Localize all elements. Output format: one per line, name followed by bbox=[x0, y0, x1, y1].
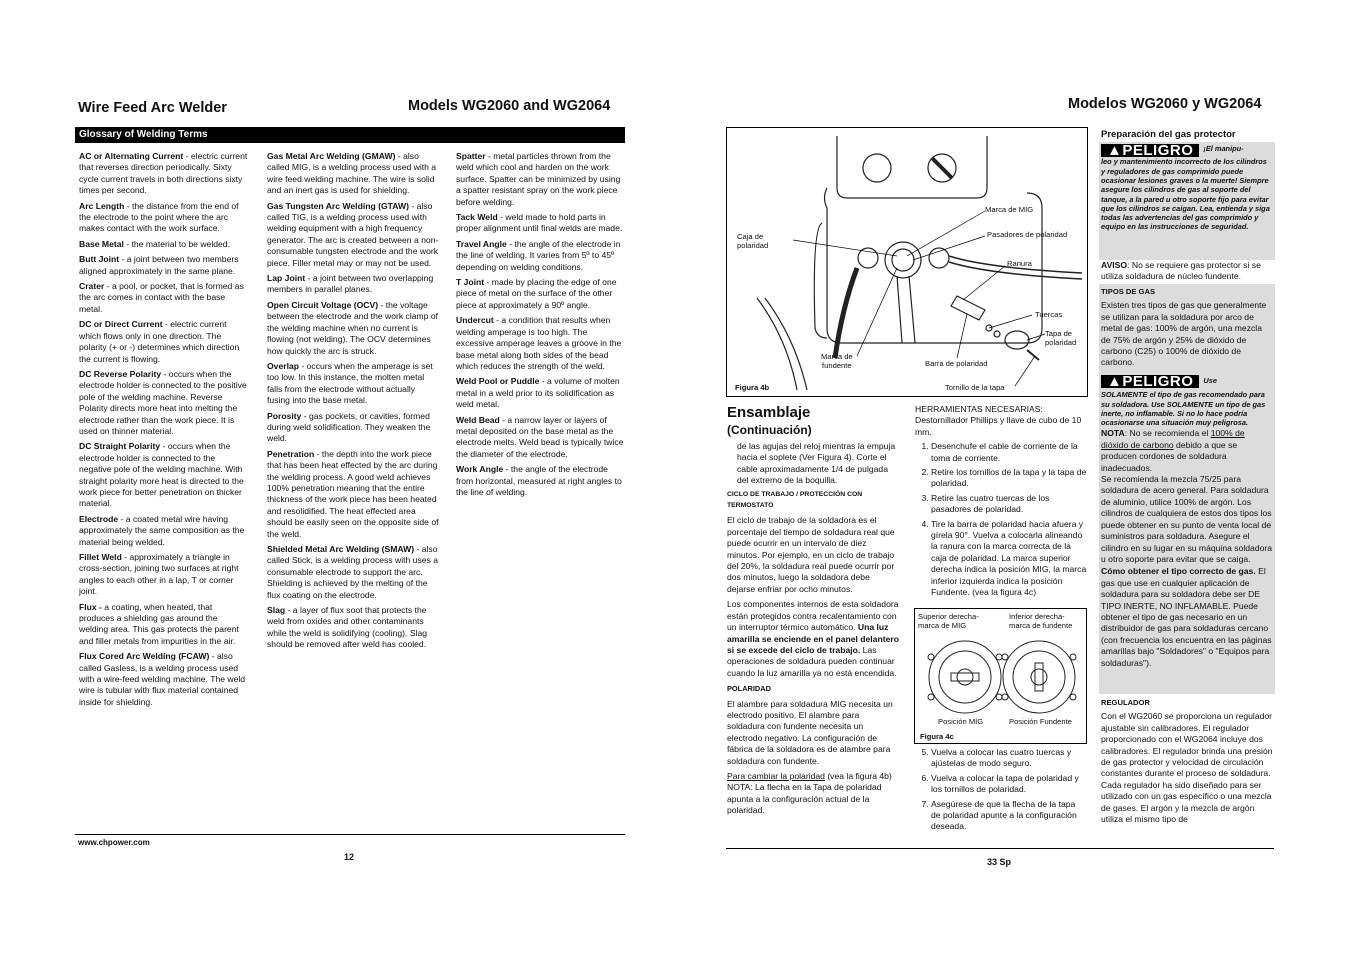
glossary-entry bbox=[456, 277, 626, 311]
peligro-2-text: SOLAMENTE el tipo de gas recomendado para su soldadora. Use SOLAMENTE un tipo de gas inerte, no inflamable. Si no lo hace podría ocasionarse una situación muy peligrosa. bbox=[1101, 390, 1266, 428]
assembly-step: 6. Vuelva a colocar la tapa de polaridad y los tornillos de polaridad. bbox=[931, 773, 1087, 796]
glossary-entry bbox=[79, 239, 249, 250]
como-paragraph bbox=[1101, 566, 1273, 669]
glossary-definition: - the angle of the electrode from horizontal, measured at right angles to the line of welding. bbox=[456, 464, 622, 497]
glossary-term: Overlap bbox=[267, 360, 300, 371]
glossary-term: Spatter bbox=[456, 151, 486, 161]
glossary-entry bbox=[79, 441, 249, 509]
glossary-term: Electrode bbox=[79, 513, 119, 524]
peligro-1-text: leo y mantenimiento incorrecto de los cilindros y reguladores de gas comprimido puede ocasionar lesiones graves o la muerte! Siempre asegure los cilindros de gas al soporte del tanque, a la pared u otro soporte fijo para evitar que los cilindros se caigan. Lea, entienda y siga todas las advertencias del gas comprimido y equipo en las instrucciones de seguridad. bbox=[1101, 157, 1270, 232]
glossary-definition: - a layer of flux soot that protects the weld from oxides and other contaminants while the weld is solidifying (cooling). Slag should be removed after weld has cooled. bbox=[267, 605, 428, 650]
glossary-entry bbox=[267, 449, 439, 540]
glossary-term: Fillet Weld bbox=[79, 552, 122, 562]
right-footer-rule bbox=[726, 848, 1274, 849]
label-caja-polaridad: Caja de polaridad bbox=[737, 232, 769, 250]
peligro-badge-2: ▲PELIGRO bbox=[1101, 375, 1199, 388]
steps-list-a bbox=[915, 441, 1087, 598]
ensamblaje-subtitle: (Continuación) bbox=[727, 423, 812, 437]
glossary-entry bbox=[79, 281, 249, 315]
glossary-entry bbox=[79, 552, 249, 598]
ciclo-p2-c: Las operaciones de soldadura pueden continuar cuando la luz amarilla ya no está encendida. bbox=[727, 644, 897, 678]
herramientas-column bbox=[915, 404, 1087, 602]
label-barra-polaridad: Barra de polaridad bbox=[925, 359, 988, 368]
glossary-term: Tack Weld bbox=[456, 212, 498, 223]
aviso-paragraph bbox=[1101, 260, 1277, 283]
glossary-entry bbox=[456, 376, 626, 410]
peligro-2-short: Use bbox=[1203, 375, 1217, 385]
glossary-section-title: Glossary of Welding Terms bbox=[75, 127, 625, 143]
ciclo-p2-a: Los componentes internos de esta soldadora están protegidos contra recalentamiento con un interruptor térmico automático. bbox=[727, 599, 899, 633]
figure-4b bbox=[726, 127, 1088, 397]
tipos-title: TIPOS DE GAS bbox=[1101, 287, 1156, 296]
polaridad-link-line bbox=[727, 771, 899, 782]
glossary-term: Slag bbox=[267, 605, 286, 616]
assembly-step: 3. Retire las cuatro tuercas de los pasadores de polaridad. bbox=[931, 493, 1087, 516]
glossary-definition: - a joint between two members aligned approximately in the same plane. bbox=[79, 254, 239, 276]
nota-a: : No se recomienda el bbox=[1124, 428, 1211, 439]
fig4c-bottom-right-label: Posición Fundente bbox=[1009, 717, 1072, 726]
glossary-definition: - occurs when the electrode holder is connected to the positive pole of the welding machine. Reverse Polarity directs more heat into melting the electrode rather than the work piece. It is used on thinner material. bbox=[79, 368, 247, 436]
label-pasadores: Pasadores de polaridad bbox=[987, 230, 1068, 239]
steps-list-b bbox=[915, 747, 1087, 833]
left-page-number: 12 bbox=[344, 852, 355, 862]
glossary-term: Butt Joint bbox=[79, 254, 120, 265]
glossary-column-3 bbox=[456, 151, 626, 502]
glossary-definition: - a condition that results when welding amperage is too high. The excessive amperage leaves a groove in the base metal along both sides of the bead which reduces the strength of the weld. bbox=[456, 315, 622, 371]
glossary-term: AC or Alternating Current bbox=[79, 151, 184, 161]
glossary-term: DC Straight Polarity bbox=[79, 441, 161, 452]
glossary-term: DC or Direct Current bbox=[79, 319, 163, 330]
glossary-entry bbox=[267, 273, 439, 296]
ensamblaje-column bbox=[727, 441, 899, 821]
glossary-definition: - electric current that reverses direction periodically. Sixty cycle current travels in both directions sixty times per second. bbox=[79, 151, 248, 196]
como-title: Cómo obtener el tipo correcto de gas. bbox=[1101, 566, 1256, 577]
glossary-term: Gas Tungsten Arc Welding (GTAW) bbox=[267, 200, 409, 211]
assembly-step: 2. Retire los tornillos de la tapa y la tapa de polaridad. bbox=[931, 467, 1087, 490]
glossary-term: Undercut bbox=[456, 315, 494, 326]
glossary-entry bbox=[79, 369, 249, 437]
fig4c-top-left-label: Superior derecha- marca de MIG bbox=[918, 612, 979, 630]
glossary-definition: - electric current which flows only in one direction. The polarity (+ or -) determines which direction the current is flowing. bbox=[79, 319, 240, 364]
assembly-step: 1. Desenchufe el cable de corriente de la toma de corriente. bbox=[931, 441, 1087, 464]
peligro-word-2: PELIGRO bbox=[1122, 372, 1194, 390]
aviso-label: AVISO bbox=[1101, 260, 1128, 270]
steps-b-column bbox=[915, 747, 1087, 836]
glossary-definition: - occurs when the amperage is set too low. In this instance, the molten metal falls from the electrode without actually fusing into the base metal. bbox=[267, 360, 433, 406]
fig4c-top-right-label: Inferior derecha- marca de fundente bbox=[1009, 612, 1073, 630]
glossary-entry bbox=[79, 151, 249, 197]
glossary-definition: - occurs when the electrode holder is connected to the negative pole of the welding machine. With straight polarity more heat is directed to the work piece for better penetration on thicker material. bbox=[79, 441, 244, 509]
polarity-positions-illustration bbox=[915, 637, 1086, 717]
herramientas-text: Destornillador Phillips y llave de cubo de 10 mm. bbox=[915, 415, 1082, 437]
ciclo-title: CICLO DE TRABAJO / PROTECCIÓN CON TERMOSTATO bbox=[727, 490, 863, 510]
label-ranura: Ranura bbox=[1007, 259, 1032, 268]
glossary-entry bbox=[267, 300, 439, 357]
figure-4b-caption: Figura 4b bbox=[735, 383, 770, 392]
mezcla-text: Se recomienda la mezcla 75/25 para soldadura de acero general. Para soldadura de aluminio, utilice 100% de argón. Los cilindros de cualquiera de estos dos tipos los puede obtener en su punto de venta local de suministros para soldadura. Asegure el cilindro en su lugar en su máquina soldadora u otro soporte para evitar que se caiga. bbox=[1101, 474, 1273, 564]
glossary-definition: - weld made to hold parts in proper alignment until final welds are made. bbox=[456, 212, 623, 234]
glossary-term: Flux - bbox=[79, 601, 102, 612]
polaridad-link-after: (vea la figura 4b) bbox=[824, 770, 892, 781]
glossary-column-2 bbox=[267, 151, 439, 655]
glossary-definition: - a coated metal wire having approximately the same composition as the material being welded. bbox=[79, 513, 245, 547]
tipos-text: Existen tres tipos de gas que generalmente se utilizan para la soldadura por arco de metal de gas: 100% de argón, una mezcla de 75% de argón y 25% de dióxido de carbono (C25) o 100% de dióxido de carbono. bbox=[1101, 300, 1267, 368]
glossary-definition: - a pool, or pocket, that is formed as the arc comes in contact with the base metal. bbox=[79, 281, 244, 314]
polaridad-link: Para cambiar la polaridad bbox=[727, 770, 825, 781]
polaridad-paragraph: El alambre para soldadura MIG necesita un electrodo positivo. El alambre para soldadura con fundente necesita un electrodo negativo. La configuración de fábrica de la soldadora es de alambre para soldadura con fundente. bbox=[727, 698, 893, 766]
glossary-term: Gas Metal Arc Welding (GMAW) bbox=[267, 151, 396, 161]
glossary-entry bbox=[456, 212, 626, 235]
label-marca-mig: Marca de MIG bbox=[985, 205, 1034, 214]
glossary-definition: - made by placing the edge of one piece of metal on the surface of the other piece at approximately a 90º angle. bbox=[456, 277, 617, 310]
glossary-entry bbox=[79, 602, 249, 648]
left-footer-rule bbox=[75, 834, 625, 835]
polaridad-title: POLARIDAD bbox=[727, 684, 771, 694]
glossary-entry bbox=[267, 201, 439, 269]
glossary-entry bbox=[79, 651, 249, 708]
glossary-term: Weld Pool or Puddle bbox=[456, 376, 540, 387]
assembly-step: 4. Tire la barra de polaridad hacia afuera y gírela 90°. Vuelva a colocarla alineando la ranura con la marca correcta de la caja de polaridad. La marca superior derecha indica la posición MIG, la marca inferior izquierda indica la posición Fundente. (vea la figura 4c) bbox=[931, 519, 1087, 599]
footer-url: www.chpower.com bbox=[78, 838, 150, 847]
glossary-term: Open Circuit Voltage (OCV) bbox=[267, 299, 379, 310]
glossary-entry bbox=[267, 361, 439, 407]
regulador-section bbox=[1101, 697, 1277, 825]
figure-4c-caption: Figura 4c bbox=[920, 732, 954, 741]
glossary-entry bbox=[267, 605, 439, 651]
glossary-entry bbox=[456, 315, 626, 372]
regulador-text: Con el WG2060 se proporciona un regulador ajustable sin calibradores. El regulador proporcionado con el WG2064 incluye dos calibradores. El regulador brinda una presión de gas protector y velocidad de circulación constantes durante el proceso de soldadura. Cada regulador ha sido diseñado para ser utilizado con un gas específico o una mezcla de gases. El argón y la mezcla de argón utiliza el mismo tipo de bbox=[1101, 711, 1273, 825]
continued-text: de las agujas del reloj mientras la empuja hacia el soplete (Ver Figura 4). Corte el cable aproximadamente 1/4 de pulgada del extremo de la boquilla. bbox=[737, 441, 896, 486]
glossary-term: Weld Bead bbox=[456, 414, 500, 425]
gas-title: Preparación del gas protector bbox=[1101, 129, 1236, 140]
glossary-definition: - the angle of the electrode in the line of welding. It varies from 5º to 45º depending on welding conditions. bbox=[456, 238, 621, 272]
polaridad-nota: NOTA: La flecha en la Tapa de polaridad apunta a la configuración actual de la polaridad. bbox=[727, 782, 882, 816]
glossary-entry bbox=[79, 254, 249, 277]
glossary-term: Arc Length bbox=[79, 200, 125, 211]
glossary-entry bbox=[79, 319, 249, 365]
left-header-title: Wire Feed Arc Welder bbox=[78, 100, 227, 116]
glossary-entry bbox=[456, 415, 626, 461]
glossary-definition: - the distance from the end of the electrode to the point where the arc makes contact with the work surface. bbox=[79, 200, 239, 234]
ciclo-p2-b: Una luz amarilla se enciende en el panel delantero si se excede del ciclo de trabajo. bbox=[727, 622, 899, 655]
glossary-definition: - the material to be welded. bbox=[123, 238, 230, 249]
left-header-models: Models WG2060 and WG2064 bbox=[408, 98, 611, 114]
glossary-entry bbox=[456, 151, 626, 208]
glossary-term: Shielded Metal Arc Welding (SMAW) bbox=[267, 544, 415, 554]
glossary-entry bbox=[456, 239, 626, 273]
glossary-term: T Joint bbox=[456, 277, 485, 288]
nota-paragraph bbox=[1101, 428, 1273, 474]
glossary-definition: - a narrow layer or layers of metal deposited on the base metal as the electrode melts. Weld bead is typically twice the diameter of the electrode. bbox=[456, 414, 624, 459]
nota-underline: 100% de dióxido de carbono bbox=[1101, 428, 1245, 450]
label-marca-fundente: Marca de fundente bbox=[821, 352, 853, 370]
glossary-definition: - a volume of molten metal in a weld prior to its solidification as weld metal. bbox=[456, 376, 620, 410]
aviso-text: : No se requiere gas protector si se utiliza soldadura de núcleo fundente. bbox=[1101, 260, 1261, 282]
assembly-step: 7. Asegúrese de que la flecha de la tapa de polaridad apunte a la configuración deseada. bbox=[931, 799, 1087, 833]
peligro-1-short: ¡El manipu- bbox=[1203, 144, 1244, 153]
glossary-term: DC Reverse Polarity bbox=[79, 368, 162, 379]
glossary-entry bbox=[79, 201, 249, 235]
figure-4c bbox=[914, 608, 1087, 744]
glossary-term: Work Angle bbox=[456, 464, 504, 475]
glossary-definition: - also called TIG, is a welding process used with welding equipment with a high frequency generator. The arc is created between a non-consumable tungsten electrode and the work piece. Filler metal may or may not be used. bbox=[267, 200, 439, 268]
glossary-term: Travel Angle bbox=[456, 238, 507, 249]
glossary-definition: - a joint between two overlapping members in parallel planes. bbox=[267, 273, 434, 295]
glossary-definition: - also called Gasless, is a welding process used with a wire-feed welding machine. The weld wire is tubular with flux material contained inside for shielding. bbox=[79, 651, 246, 707]
glossary-term: Penetration bbox=[267, 448, 315, 459]
tipos-gas-box bbox=[1099, 284, 1275, 694]
glossary-definition: a coating, when heated, that produces a shielding gas around the welding area. This gas protects the parent and filler metals from impurities in the air. bbox=[79, 601, 239, 646]
glossary-term: Flux Cored Arc Welding (FCAW) bbox=[79, 651, 210, 662]
peligro-word-1: PELIGRO bbox=[1122, 142, 1194, 159]
glossary-entry bbox=[267, 411, 439, 445]
glossary-entry bbox=[456, 464, 626, 498]
glossary-entry bbox=[267, 151, 439, 197]
polarity-box-illustration bbox=[727, 128, 1087, 396]
glossary-term: Lap Joint bbox=[267, 273, 306, 284]
glossary-definition: - the depth into the work piece that has been heat effected by the arc during the welding process. A good weld achieves 100% penetration meaning that the entire thickness of the work piece has been heated and resolidified. The heat effected area should be easily seen on the opposite side of the weld. bbox=[267, 448, 439, 539]
ciclo-paragraph-1: El ciclo de trabajo de la soldadora es el porcentaje del tiempo de soldadura real que puede ocurrir en un intervalo de diez minutos. Por ejemplo, en un ciclo de trabajo del 20%, la soldadura real puede ocurrir por dos minutos, luego la soldadora debe dejarse enfriar por ocho minutos. bbox=[727, 515, 895, 594]
peligro-badge-1: ▲PELIGRO bbox=[1101, 144, 1199, 157]
assembly-step: 5. Vuelva a colocar las cuatro tuercas y ajústelas de modo seguro. bbox=[931, 747, 1087, 770]
fig4c-bottom-left-label: Posición MIG bbox=[938, 717, 984, 726]
peligro-box-1 bbox=[1099, 142, 1275, 260]
glossary-entry bbox=[79, 514, 249, 548]
glossary-term: Base Metal bbox=[79, 238, 124, 249]
glossary-definition: - approximately a triangle in cross-section, joining two surfaces at right angles to each other in a lap, T or corner joint. bbox=[79, 552, 239, 597]
glossary-term: Crater bbox=[79, 281, 105, 292]
ensamblaje-title: Ensamblaje bbox=[727, 404, 811, 421]
right-page-number: 33 Sp bbox=[987, 857, 1012, 867]
label-tapa-polaridad: Tapa de polaridad bbox=[1045, 329, 1077, 347]
herramientas-title: HERRAMIENTAS NECESARIAS: bbox=[915, 404, 1043, 414]
glossary-definition: - metal particles thrown from the weld which cool and harden on the work surface. Spatter can be minimized by using a spatter resistant spray on the work piece before welding. bbox=[456, 151, 621, 207]
nota-b: debido a que se producen cordones de soldadura inadecuados. bbox=[1101, 439, 1238, 473]
glossary-column-1 bbox=[79, 151, 249, 712]
glossary-term: Porosity bbox=[267, 410, 302, 421]
glossary-definition: - the voltage between the electrode and the work clamp of the welding machine when no current is flowing (not welding). The OCV determines how quickly the arc is struck. bbox=[267, 299, 439, 356]
como-text: El gas que use en cualquier aplicación de soldadura para su soldadora debe ser DE TIPO INERTE, NO INFLAMABLE. Puede obtener el tipo de gas necesario en un distribuidor de gas para soldaduras cercano (con frecuencia los encuentra en las páginas amarillas bajo "Soldadores" o "Equipos para soldaduras"). bbox=[1101, 566, 1272, 668]
glossary-definition: - also called Stick, is a welding process with uses a consumable electrode to support the arc. Shielding is achieved by the melting of the flux coating on the electrode. bbox=[267, 544, 438, 600]
glossary-definition: - also called MIG, is a welding process used with a wire feed welding machine. The wire is solid and an inert gas is used for shielding. bbox=[267, 151, 437, 196]
right-header-models: Modelos WG2060 y WG2064 bbox=[1068, 96, 1262, 112]
nota-label: NOTA bbox=[1101, 428, 1125, 439]
glossary-entry bbox=[267, 544, 439, 601]
label-tornillo-tapa: Tornillo de la tapa bbox=[945, 383, 1005, 392]
ciclo-paragraph-2 bbox=[727, 599, 899, 679]
label-tuercas: Tuercas bbox=[1035, 310, 1063, 319]
regulador-title: REGULADOR bbox=[1101, 698, 1150, 707]
glossary-definition: - gas pockets, or cavities, formed during weld solidification. They weaken the weld. bbox=[267, 410, 431, 444]
